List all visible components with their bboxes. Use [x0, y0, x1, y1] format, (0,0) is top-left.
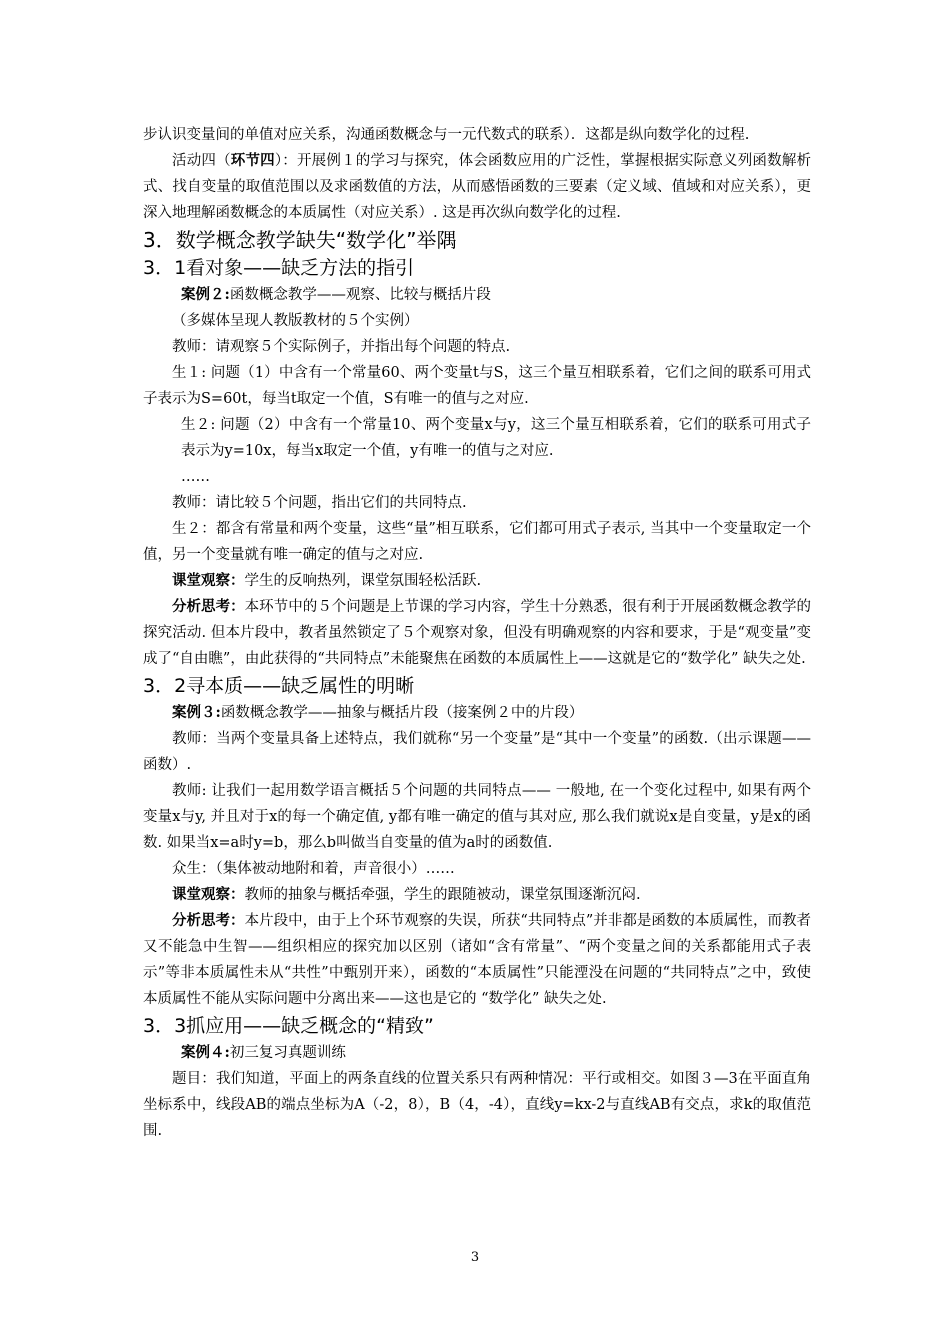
- case-title: [143, 700, 811, 726]
- bold-label: 课堂观察：: [172, 886, 245, 903]
- paragraph: 生１: 问题（1）中含有一个常量60、两个变量t与S，这三个量互相联系着，它们之间的联系可用式子表示为S=60t，每当t取定一个值，S有唯一的值与之对应.: [143, 365, 811, 407]
- case-title: [143, 1040, 811, 1066]
- analysis: [143, 594, 811, 672]
- paragraph: 教师：请观察５个实际例子，并指出每个问题的特点.: [172, 339, 511, 355]
- case-label: 案例４:: [181, 1044, 230, 1061]
- case-title: [143, 282, 811, 308]
- page-content: [143, 122, 811, 1144]
- subsection-heading: 3．1看对象——缺乏方法的指引: [143, 257, 415, 279]
- paragraph: 题目：我们知道，平面上的两条直线的位置关系只有两种情况：平行或相交。如图３—3在平面直角坐标系中，线段AB的端点坐标为A（-2，8），B（4，-4），直线y=kx-2与直线AB有交点，求k的取值范围.: [143, 1071, 811, 1139]
- section-heading: 3．数学概念教学缺失“数学化”举隅: [143, 228, 457, 252]
- paragraph: 教师: 让我们一起用数学语言概括５个问题的共同特点—— 一般地, 在一个变化过程中, 如果有两个变量x与y, 并且对于x的每一个确定值, y都有唯一确定的值与其对应, 那么我们就说x是自变量，y是x的函数. 如果当x=a时y=b，那么b叫做当自变量的值为a时的函数值.: [143, 783, 811, 851]
- text: 活动四（: [172, 153, 231, 169]
- text: 本片段中，由于上个环节观察的失误，所获“共同特点”并非都是函数的本质属性，而教者又不能急中生智——组织相应的探究加以区别（诸如“含有常量”、“两个变量之间的关系都能用式子表示”等非本质属性未从“共性”中甄别开来），函数的“本质属性”只能湮没在问题的“共同特点”之中，致使本质属性不能从实际问题中分离出来——这也是它的 “数学化” 缺失之处.: [143, 913, 811, 1007]
- ellipsis: ……: [181, 469, 210, 485]
- paragraph: 步认识变量间的单值对应关系，沟通函数概念与一元代数式的联系）．这都是纵向数学化的过程.: [143, 127, 750, 143]
- analysis: [143, 908, 811, 1012]
- text: 初三复习真题训练: [229, 1045, 346, 1061]
- paragraph: 生２: 问题（2）中含有一个常量10、两个变量x与y，这三个量互相联系着，它们的联系可用式子表示为y=10x，每当x取定一个值，y有唯一的值与之对应.: [181, 417, 811, 459]
- text: 函数概念教学——观察、比较与概括片段: [229, 287, 491, 303]
- text: 学生的反响热列，课堂氛围轻松活跃.: [244, 573, 482, 589]
- case-label: 案例２:: [181, 286, 230, 303]
- subsection-heading: 3．2寻本质——缺乏属性的明晰: [143, 675, 415, 697]
- paragraph: （多媒体呈现人教版教材的５个实例）: [172, 313, 419, 329]
- bold-label: 环节四: [230, 152, 275, 169]
- paragraph: 教师：当两个变量具备上述特点，我们就称“另一个变量”是“其中一个变量”的函数.（出示课题——函数）.: [143, 731, 811, 773]
- text: 函数概念教学——抽象与概括片段（接案例２中的片段）: [220, 705, 584, 721]
- text: ）：开展例１的学习与探究，体会函数应用的广泛性，掌握根据实际意义列函数解析式、找自变量的取值范围以及求函数值的方法，从而感悟函数的三要素（定义域、值域和对应关系），更深入地理解函数概念的本质属性（对应关系）. 这是再次纵向数学化的过程.: [143, 153, 812, 221]
- paragraph: 生２：都含有常量和两个变量，这些“量”相互联系，它们都可用式子表示, 当其中一个变量取定一个值，另一个变量就有唯一确定的值与之对应.: [143, 521, 811, 563]
- page-number: 3: [470, 1250, 480, 1265]
- paragraph-activity-four: [143, 148, 811, 226]
- bold-label: 分析思考：: [172, 598, 245, 615]
- text: 本环节中的５个问题是上节课的学习内容，学生十分熟悉，很有利于开展函数概念教学的探究活动. 但本片段中，教者虽然锁定了５个观察对象，但没有明确观察的内容和要求，于是“观变量”变成了“自由瞧”，由此获得的“共同特点”未能聚焦在函数的本质属性上——这就是它的“数学化” 缺失之处.: [143, 599, 812, 667]
- subsection-heading: 3．3抓应用——缺乏概念的“精致”: [143, 1015, 434, 1037]
- paragraph: 教师：请比较５个问题，指出它们的共同特点.: [172, 495, 467, 511]
- bold-label: 课堂观察：: [172, 572, 245, 589]
- classroom-observation: [143, 882, 811, 908]
- text: 教师的抽象与概括牵强，学生的跟随被动，课堂氛围逐渐沉闷.: [244, 887, 641, 903]
- case-label: 案例３:: [172, 704, 221, 721]
- bold-label: 分析思考：: [172, 912, 245, 929]
- paragraph: 众生：（集体被动地附和着，声音很小）……: [172, 861, 455, 877]
- classroom-observation: [143, 568, 811, 594]
